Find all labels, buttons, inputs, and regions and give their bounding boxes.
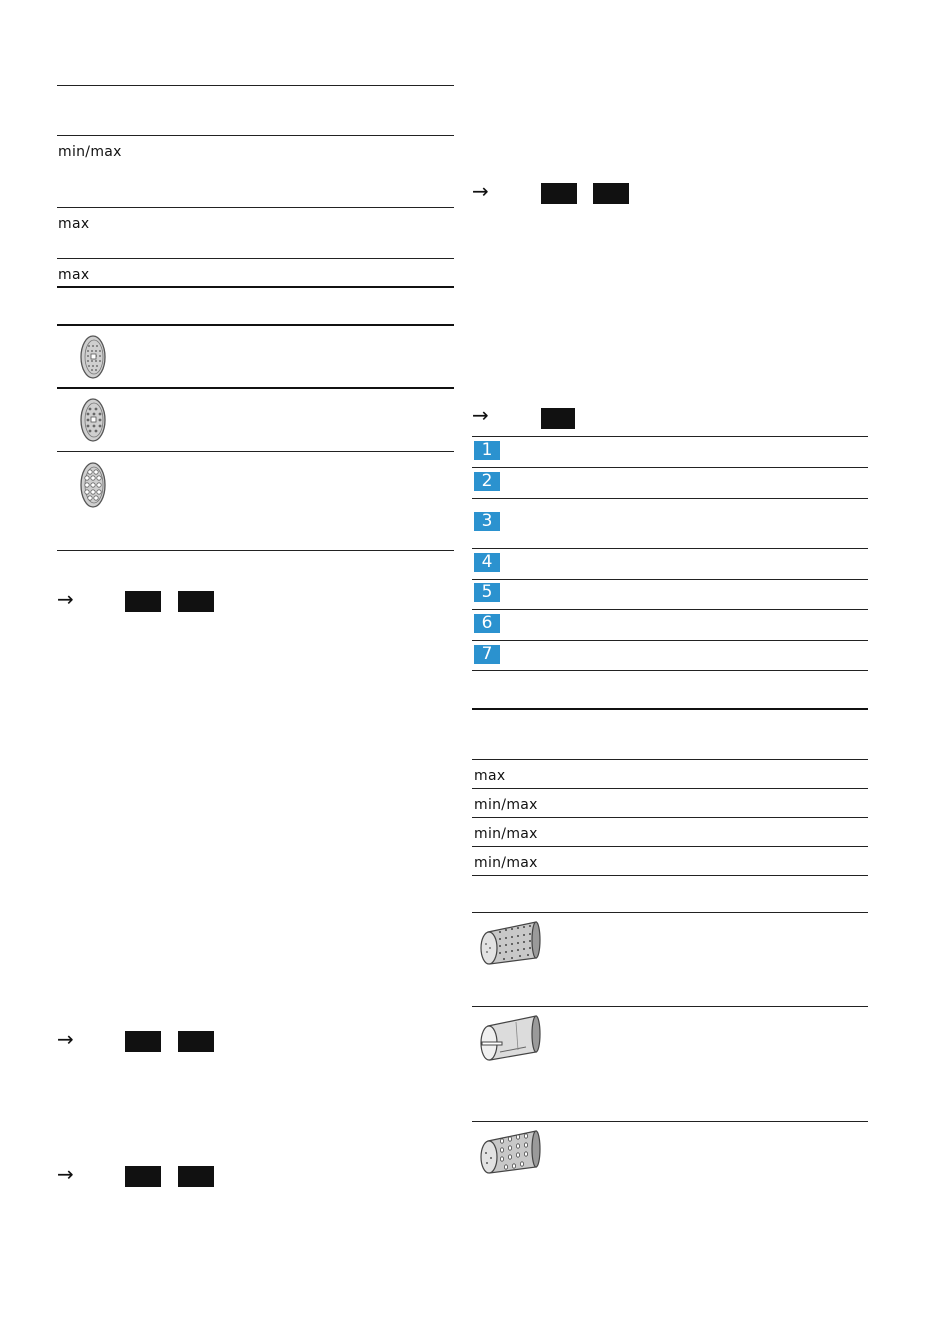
step-number-badge: 6 <box>474 614 500 633</box>
step-number-badge: 3 <box>474 512 500 531</box>
figure-reference-box <box>125 1166 161 1187</box>
setting-label: max <box>58 267 90 283</box>
setting-label: max <box>58 216 90 232</box>
figure-reference-box <box>178 1166 214 1187</box>
reference-arrow: → <box>472 403 489 427</box>
table-rule <box>57 324 454 326</box>
table-rule <box>472 579 868 580</box>
table-rule <box>57 207 454 208</box>
figure-reference-box <box>593 183 629 204</box>
step-number-badge: 5 <box>474 583 500 602</box>
table-rule <box>57 286 454 288</box>
setting-label: min/max <box>474 797 538 813</box>
figure-reference-box <box>541 183 577 204</box>
slicer-drum-icon <box>476 1012 542 1066</box>
reference-arrow: → <box>472 179 489 203</box>
table-rule <box>57 135 454 136</box>
table-rule <box>472 759 868 760</box>
table-rule <box>472 708 868 710</box>
coarse-perforated-disc-icon <box>75 459 111 511</box>
coarse-grater-drum-icon <box>476 1127 542 1179</box>
fine-grater-drum-icon <box>476 918 542 970</box>
reference-arrow: → <box>57 587 74 611</box>
table-rule <box>57 85 454 86</box>
figure-reference-box <box>541 408 575 429</box>
figure-reference-box <box>125 591 161 612</box>
setting-label: min/max <box>58 144 122 160</box>
setting-label: min/max <box>474 855 538 871</box>
table-rule <box>472 912 868 913</box>
table-rule <box>472 467 868 468</box>
table-rule <box>472 875 868 876</box>
table-rule <box>472 670 868 671</box>
setting-label: min/max <box>474 826 538 842</box>
table-rule <box>472 1006 868 1007</box>
table-rule <box>472 788 868 789</box>
table-rule <box>472 846 868 847</box>
step-number-badge: 2 <box>474 472 500 491</box>
figure-reference-box <box>178 1031 214 1052</box>
table-rule <box>472 640 868 641</box>
table-rule <box>57 387 454 389</box>
table-rule <box>57 258 454 259</box>
table-rule <box>472 609 868 610</box>
medium-perforated-disc-icon <box>75 395 111 445</box>
reference-arrow: → <box>57 1162 74 1186</box>
step-number-badge: 4 <box>474 553 500 572</box>
table-rule <box>472 1121 868 1122</box>
figure-reference-box <box>178 591 214 612</box>
step-number-badge: 1 <box>474 441 500 460</box>
fine-perforated-disc-icon <box>75 332 111 382</box>
table-rule <box>57 550 454 551</box>
step-number-badge: 7 <box>474 645 500 664</box>
table-rule <box>472 817 868 818</box>
reference-arrow: → <box>57 1027 74 1051</box>
table-rule <box>472 436 868 437</box>
figure-reference-box <box>125 1031 161 1052</box>
table-rule <box>472 498 868 499</box>
setting-label: max <box>474 768 506 784</box>
table-rule <box>57 451 454 452</box>
table-rule <box>472 548 868 549</box>
